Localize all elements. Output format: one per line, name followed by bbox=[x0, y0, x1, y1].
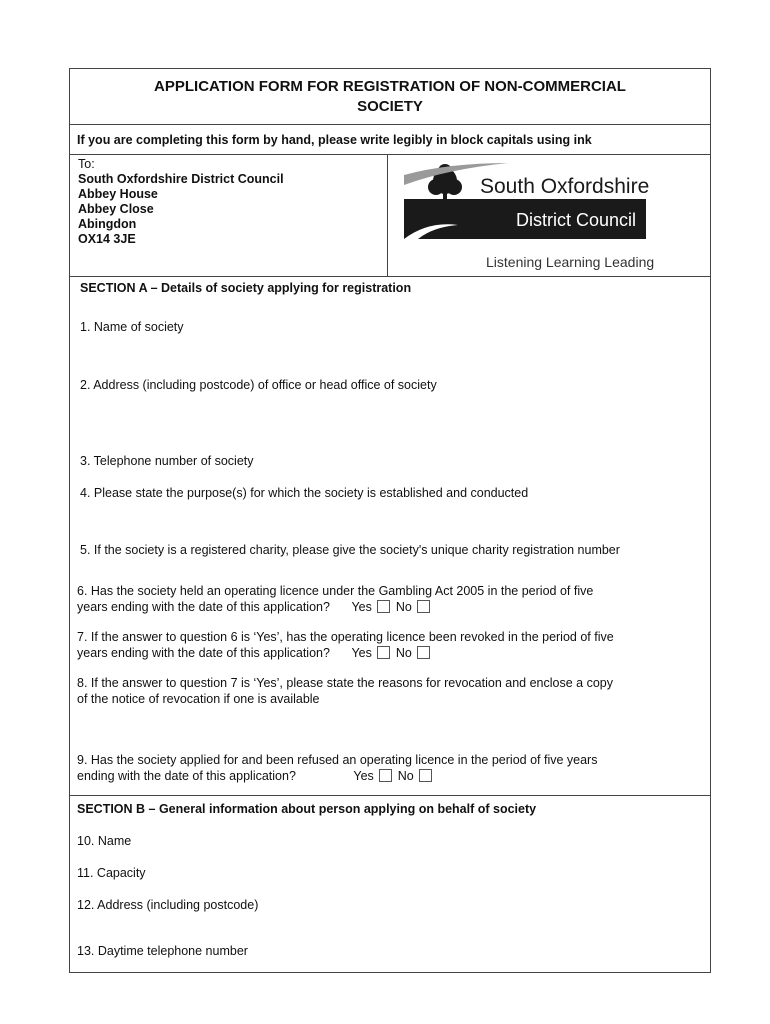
question-12: 12. Address (including postcode) bbox=[77, 898, 259, 912]
address-line4: Abingdon bbox=[78, 217, 137, 231]
q7-yes-label: Yes bbox=[351, 646, 372, 660]
section-b-heading: SECTION B – General information about person applying on behalf of society bbox=[77, 802, 537, 816]
logo-name-line2: District Council bbox=[516, 210, 637, 230]
question-13: 13. Daytime telephone number bbox=[77, 944, 248, 958]
question-8-line2: of the notice of revocation if one is available bbox=[77, 692, 320, 706]
q7-yes-checkbox[interactable] bbox=[377, 646, 390, 659]
section-a-heading: SECTION A – Details of society applying for registration bbox=[80, 281, 412, 295]
address-line1: South Oxfordshire District Council bbox=[78, 172, 284, 186]
to-label: To: bbox=[78, 157, 95, 171]
question-4: 4. Please state the purpose(s) for which the society is established and conducted bbox=[80, 486, 529, 500]
question-9-line1: 9. Has the society applied for and been refused an operating licence in the period of five years bbox=[77, 753, 598, 767]
question-2: 2. Address (including postcode) of office or head office of society bbox=[80, 378, 437, 392]
question-8-line1: 8. If the answer to question 7 is ‘Yes’, please state the reasons for revocation and enclose a copy bbox=[77, 676, 613, 690]
question-11: 11. Capacity bbox=[77, 866, 146, 880]
address-line3: Abbey Close bbox=[78, 202, 154, 216]
question-6 bbox=[77, 583, 707, 615]
address-line5: OX14 3JE bbox=[78, 232, 136, 246]
form-title-line1: APPLICATION FORM FOR REGISTRATION OF NON-COMMERCIAL bbox=[154, 78, 626, 95]
q9-no-checkbox[interactable] bbox=[419, 769, 432, 782]
instruction-note: If you are completing this form by hand, please write legibly in block capitals using ink bbox=[70, 125, 710, 155]
q9-no-label: No bbox=[397, 769, 414, 783]
q7-no-checkbox[interactable] bbox=[417, 646, 430, 659]
question-10: 10. Name bbox=[77, 834, 132, 848]
form-title bbox=[70, 69, 710, 125]
question-9 bbox=[77, 752, 707, 784]
council-logo bbox=[388, 155, 710, 277]
council-logo-graphic bbox=[388, 155, 710, 277]
q9-yes-checkbox[interactable] bbox=[379, 769, 392, 782]
logo-tagline: Listening Learning Leading bbox=[486, 254, 655, 270]
application-form bbox=[69, 68, 711, 973]
q6-no-label: No bbox=[395, 600, 412, 614]
question-6-line1: 6. Has the society held an operating licence under the Gambling Act 2005 in the period of five bbox=[77, 584, 594, 598]
recipient-address bbox=[70, 155, 388, 277]
question-7-line2: years ending with the date of this application? Yes No bbox=[77, 645, 707, 661]
question-5: 5. If the society is a registered charity, please give the society's unique charity registration number bbox=[80, 543, 620, 557]
q6-yes-checkbox[interactable] bbox=[377, 600, 390, 613]
question-6-line2: years ending with the date of this application? Yes No bbox=[77, 599, 707, 615]
question-7 bbox=[77, 629, 707, 661]
question-1: 1. Name of society bbox=[80, 320, 184, 334]
question-9-line2: ending with the date of this application? Yes No bbox=[77, 768, 707, 784]
address-line2: Abbey House bbox=[78, 187, 158, 201]
q7-no-label: No bbox=[395, 646, 412, 660]
question-7-line1: 7. If the answer to question 6 is ‘Yes’, has the operating licence been revoked in the period of five bbox=[77, 630, 614, 644]
logo-name-line1: South Oxfordshire bbox=[480, 175, 650, 198]
question-8 bbox=[77, 675, 707, 707]
q6-yes-label: Yes bbox=[351, 600, 372, 614]
question-3: 3. Telephone number of society bbox=[80, 454, 254, 468]
q9-yes-label: Yes bbox=[353, 769, 374, 783]
q6-no-checkbox[interactable] bbox=[417, 600, 430, 613]
section-divider bbox=[70, 795, 710, 796]
form-title-line2: SOCIETY bbox=[357, 98, 423, 115]
